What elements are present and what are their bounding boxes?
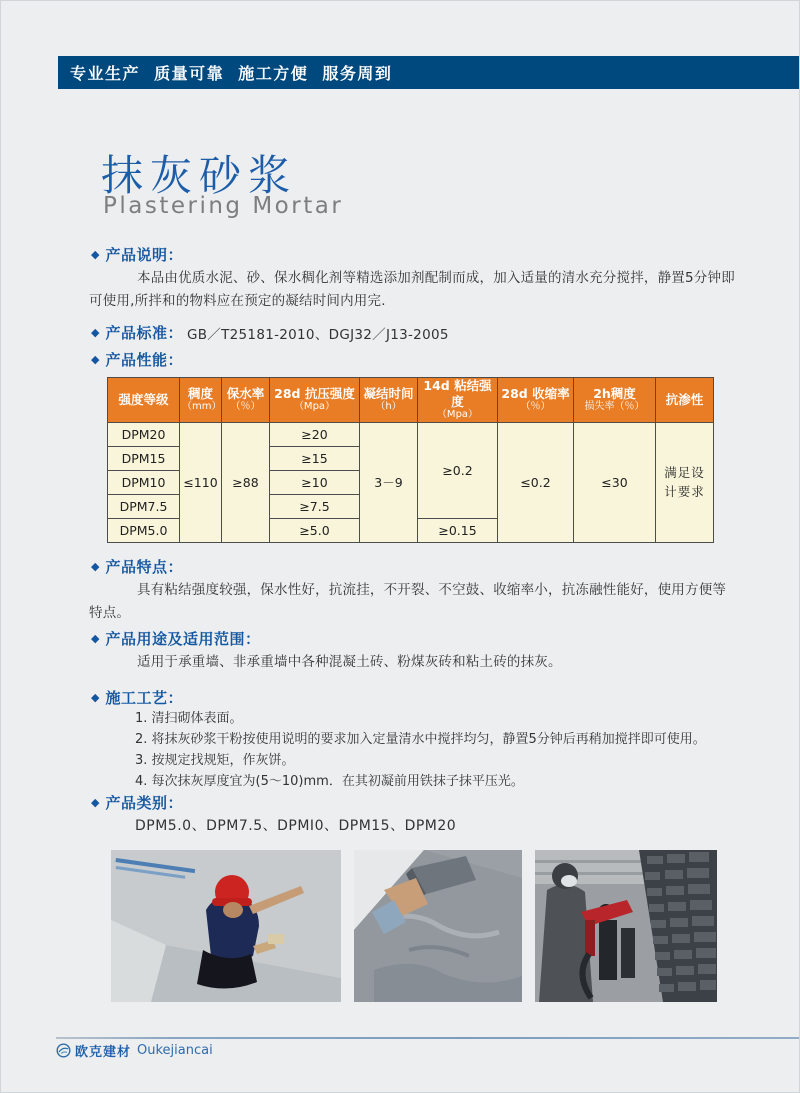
shrinkage-cell: ≤0.2	[498, 422, 574, 542]
section-heading-process	[91, 687, 183, 708]
col-header-shrinkage: 28d 收缩率 （％）	[498, 378, 574, 423]
diamond-bullet-icon: ◆	[91, 248, 100, 261]
compressive-cell: ≥5.0	[270, 518, 360, 542]
usage-paragraph: 适用于承重墙、非承重墙中各种混凝土砖、粉煤灰砖和粘土砖的抹灰。	[137, 654, 562, 670]
compressive-cell: ≥20	[270, 422, 360, 446]
process-step: 3. 按规定找规矩，作灰饼。	[135, 753, 295, 768]
compressive-cell: ≥10	[270, 470, 360, 494]
col-header-grade: 强度等级	[108, 378, 180, 423]
photo-worker-plastering-wall	[111, 850, 341, 1002]
section-heading-standard	[91, 322, 449, 343]
heading-label: 产品说明：	[105, 246, 183, 264]
table-row	[108, 422, 714, 446]
bond-cell: ≥0.2	[418, 422, 498, 518]
footer-divider	[56, 1037, 800, 1039]
section-heading-performance	[91, 349, 183, 370]
heading-label: 施工工艺：	[105, 689, 183, 707]
col-header-compressive: 28d 抗压强度 （Mpa）	[270, 378, 360, 423]
performance-table	[107, 377, 714, 543]
photo-strip	[111, 850, 717, 1002]
col-header-bond: 14d 粘结强度 （Mpa）	[418, 378, 498, 423]
diamond-bullet-icon: ◆	[91, 326, 100, 339]
heading-label: 产品特点：	[105, 558, 183, 576]
table-header-row	[108, 378, 714, 423]
section-heading-features	[91, 556, 183, 577]
diamond-bullet-icon: ◆	[91, 353, 100, 366]
description-paragraph: 本品由优质水泥、砂、保水稠化剂等精选添加剂配制而成，加入适量的清水充分搅拌，静置5分钟即可使用,所拌和的物料应在预定的凝结时间内用完.	[89, 270, 735, 309]
thickening-loss-cell: ≤30	[574, 422, 656, 542]
heading-label: 产品性能：	[105, 351, 183, 369]
photo-trowel-applying-mortar	[354, 850, 522, 1002]
page-title: 抹灰砂浆	[101, 151, 298, 200]
bond-cell-last: ≥0.15	[418, 518, 498, 542]
process-steps	[135, 708, 706, 792]
company-name-en: Oukejiancai	[137, 1043, 213, 1058]
heading-label: 产品类别：	[105, 794, 183, 812]
categories-value: DPM5.0、DPM7.5、DPMI0、DPM15、DPM20	[135, 818, 457, 834]
col-header-consistency: 稠度 （mm）	[180, 378, 222, 423]
standard-value: GB／T25181-2010、DGJ32／J13-2005	[186, 326, 449, 343]
col-header-setting-time: 凝结时间 （h）	[360, 378, 418, 423]
process-step: 1. 清扫砌体表面。	[135, 711, 243, 726]
col-header-thickening-loss: 2h稠度 损失率（％）	[574, 378, 656, 423]
col-header-water-retention: 保水率 （％）	[222, 378, 270, 423]
grade-cell: DPM15	[108, 446, 180, 470]
setting-time-cell: 3－9	[360, 422, 418, 542]
process-step: 2. 将抹灰砂浆干粉按使用说明的要求加入定量清水中搅拌均匀，静置5分钟后再稍加搅拌即可使用。	[135, 732, 706, 747]
compressive-cell: ≥15	[270, 446, 360, 470]
col-header-impermeability: 抗渗性	[656, 378, 714, 423]
grade-cell: DPM10	[108, 470, 180, 494]
grade-cell: DPM5.0	[108, 518, 180, 542]
grade-cell: DPM7.5	[108, 494, 180, 518]
process-step: 4. 每次抹灰厚度宜为(5～10)mm．在其初凝前用铁抹子抹平压光。	[135, 774, 524, 789]
heading-label: 产品标准：	[105, 324, 183, 342]
top-banner	[58, 56, 799, 89]
compressive-cell: ≥7.5	[270, 494, 360, 518]
diamond-bullet-icon: ◆	[91, 691, 100, 704]
banner-slogan: 专业生产 质量可靠 施工方便 服务周到	[70, 64, 393, 83]
section-heading-categories	[91, 792, 183, 813]
section-heading-description	[91, 244, 183, 265]
water-retention-cell: ≥88	[222, 422, 270, 542]
diamond-bullet-icon: ◆	[91, 796, 100, 809]
company-name-zh: 欧克建材	[75, 1045, 132, 1060]
footer-logo	[56, 1041, 213, 1060]
features-paragraph: 具有粘结强度较强，保水性好，抗流挂，不开裂、不空鼓、收缩率小，抗冻融性能好，使用方便等特点。	[89, 582, 727, 621]
section-heading-usage	[91, 628, 260, 649]
consistency-cell: ≤110	[180, 422, 222, 542]
impermeability-cell: 满足设计要求	[656, 422, 714, 542]
diamond-bullet-icon: ◆	[91, 632, 100, 645]
photo-spray-machine-brick-wall	[535, 850, 717, 1002]
diamond-bullet-icon: ◆	[91, 560, 100, 573]
grade-cell: DPM20	[108, 422, 180, 446]
company-logo-icon	[56, 1043, 71, 1058]
page-subtitle: Plastering Mortar	[103, 193, 344, 219]
heading-label: 产品用途及适用范围：	[105, 630, 261, 648]
